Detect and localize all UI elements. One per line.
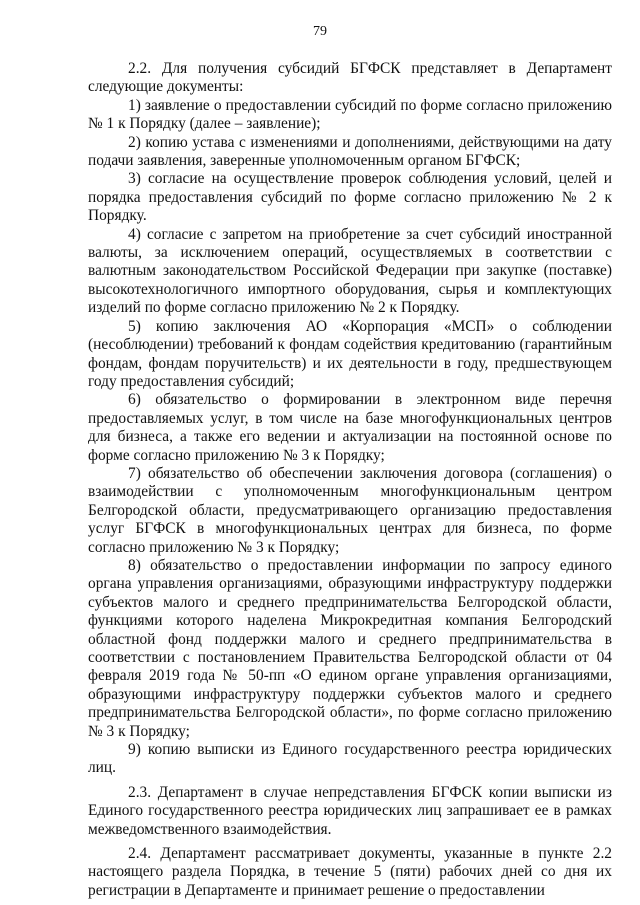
paragraph-2-2: 2.2. Для получения субсидий БГФСК представляет в Департамент следующие документы: xyxy=(88,60,612,96)
list-item-3: 3) согласие на осуществление проверок соблюдения условий, целей и порядка предоставления субсидий по форме согласно приложению № 2 к Порядку. xyxy=(88,170,612,225)
list-item-6: 6) обязательство о формировании в электронном виде перечня предоставляемых услуг, в том числе на базе многофункциональных центров для бизнеса, а также его ведении и актуализации на постоянной основе по форме согласно приложению № 3 к Порядку; xyxy=(88,391,612,464)
list-item-4: 4) согласие с запретом на приобретение за счет субсидий иностранной валюты, за исключением операций, осуществляемых в соответствии с валютным законодательством Российской Федерации при закупке (поставке) высокотехнологичного импортного оборудования, сырья и комплектующих изделий по форме согласно приложению № 2 к Порядку. xyxy=(88,225,612,317)
page-number: 79 xyxy=(313,24,327,39)
list-item-9: 9) копию выписки из Единого государственного реестра юридических лиц. xyxy=(88,741,612,777)
list-item-8: 8) обязательство о предоставлении информации по запросу единого органа управления организациями, образующими инфраструктуру поддержки субъектов малого и среднего предпринимательства Белгородской области, функциями которого наделена Микрокредитная компания Белгородский областной фонд поддержки малого и среднего предпринимательства в соответствии с постановлением Правительства Белгородской области от 04 февраля 2019 года № 50-пп «О едином органе управления организациями, образующими инфраструктуру поддержки субъектов малого и среднего предпринимательства Белгородской области», по форме согласно приложению № 3 к Порядку; xyxy=(88,556,612,740)
paragraph-2-4: 2.4. Департамент рассматривает документы, указанные в пункте 2.2 настоящего раздела Порядка, в течение 5 (пяти) рабочих дней со дня их регистрации в Департаменте и принимает решение о предоставлении xyxy=(88,845,612,899)
list-item-5: 5) копию заключения АО «Корпорация «МСП» о соблюдении (несоблюдении) требований к фондам содействия кредитованию (гарантийным фондам, фондам поручительств) и их деятельности в году, предшествующем году предоставления субсидий; xyxy=(88,317,612,390)
document-body xyxy=(88,60,612,900)
list-item-1: 1) заявление о предоставлении субсидий по форме согласно приложению № 1 к Порядку (далее – заявление); xyxy=(88,96,612,133)
list-item-7: 7) обязательство об обеспечении заключения договора (соглашения) о взаимодействии с уполномоченным многофункциональным центром Белгородской области, предусматривающего организацию предоставления услуг БГФСК в многофункциональных центрах для бизнеса, по форме согласно приложению № 3 к Порядку; xyxy=(88,464,612,556)
paragraph-2-3: 2.3. Департамент в случае непредставления БГФСК копии выписки из Единого государственного реестра юридических лиц запрашивает ее в рамках межведомственного взаимодействия. xyxy=(88,783,612,838)
list-item-2: 2) копию устава с изменениями и дополнениями, действующими на дату подачи заявления, заверенные уполномоченным органом БГФСК; xyxy=(88,133,612,170)
